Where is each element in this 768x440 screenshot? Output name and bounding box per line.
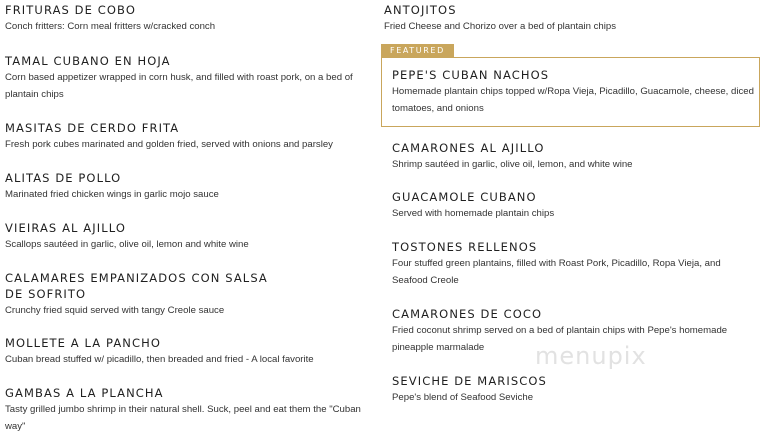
menu-item [5, 270, 275, 319]
item-description: Crunchy fried squid served with tangy Creole sauce [5, 305, 225, 316]
menu-item [5, 53, 365, 103]
item-name: PEPE'S CUBAN NACHOS [392, 68, 550, 82]
menu-item [392, 239, 756, 289]
menu-item [384, 2, 760, 35]
item-description: Fried coconut shrimp served on a bed of plantain chips with Pepe's homemade pineapple marmalade [392, 325, 728, 353]
item-name: ANTOJITOS [384, 3, 457, 17]
item-description: Fresh pork cubes marinated and golden fried, served with onions and parsley [5, 139, 333, 150]
item-description: Cuban bread stuffed w/ picadillo, then breaded and fried - A local favorite [5, 354, 314, 365]
menu-item [5, 220, 365, 253]
item-name: MASITAS DE CERDO FRITA [5, 121, 180, 135]
menu-item [392, 140, 760, 173]
item-name: GUACAMOLE CUBANO [392, 190, 537, 204]
item-description: Fried Cheese and Chorizo over a bed of plantain chips [384, 21, 616, 32]
item-name: CAMARONES DE COCO [392, 307, 543, 321]
menu-item [5, 170, 365, 203]
item-description: Pepe's blend of Seafood Seviche [392, 392, 534, 403]
item-description: Marinated fried chicken wings in garlic mojo sauce [5, 189, 219, 200]
item-name: ALITAS DE POLLO [5, 171, 122, 185]
item-name: TAMAL CUBANO EN HOJA [5, 54, 171, 68]
item-description: Served with homemade plantain chips [392, 208, 555, 219]
item-description: Four stuffed green plantains, filled with Roast Pork, Picadillo, Ropa Vieja, and Seafood Creole [392, 258, 721, 286]
item-name: TOSTONES RELLENOS [392, 240, 538, 254]
menu-item [5, 2, 365, 35]
menu-item [5, 120, 365, 153]
item-description: Scallops sautéed in garlic, olive oil, lemon and white wine [5, 239, 249, 250]
item-description: Tasty grilled jumbo shrimp in their natural shell. Suck, peel and eat them the "Cuban way" [5, 404, 361, 432]
menu-item [5, 335, 365, 368]
item-name: SEVICHE DE MARISCOS [392, 374, 547, 388]
menu-item [392, 373, 760, 406]
menu-item-featured [392, 67, 756, 117]
item-description: Shrimp sautéed in garlic, olive oil, lemon, and white wine [392, 159, 633, 170]
watermark-logo: menupix [535, 342, 647, 370]
item-description: Homemade plantain chips topped w/Ropa Vieja, Picadillo, Guacamole, cheese, diced tomatoes, and onions [392, 86, 754, 114]
item-name: MOLLETE A LA PANCHO [5, 336, 162, 350]
featured-badge: FEATURED [381, 44, 454, 57]
menu-item [392, 189, 760, 222]
item-name: GAMBAS A LA PLANCHA [5, 386, 164, 400]
item-name: CALAMARES EMPANIZADOS CON SALSA DE SOFRITO [5, 271, 268, 301]
item-name: CAMARONES AL AJILLO [392, 141, 545, 155]
item-description: Conch fritters: Corn meal fritters w/cracked conch [5, 21, 216, 32]
menu-item [5, 385, 365, 435]
item-name: FRITURAS DE COBO [5, 3, 136, 17]
item-name: VIEIRAS AL AJILLO [5, 221, 126, 235]
item-description: Corn based appetizer wrapped in corn husk, and filled with roast pork, on a bed of plantain chips [5, 72, 353, 100]
